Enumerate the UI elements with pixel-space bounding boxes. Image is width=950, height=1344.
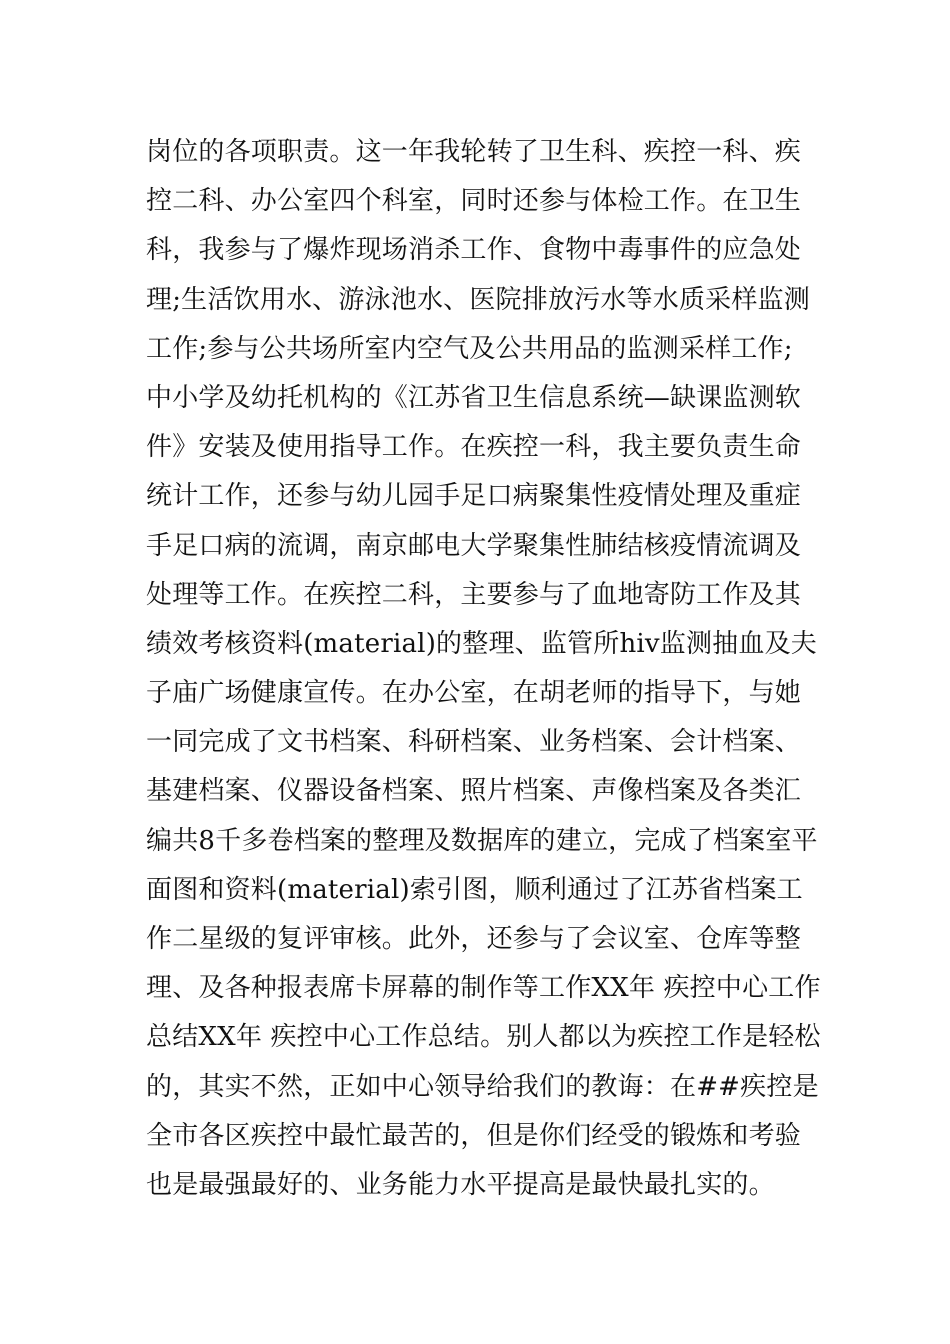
text-line: 控二科、办公室四个科室，同时还参与体检工作。在卫生 (146, 186, 802, 217)
text-line: 子庙广场健康宣传。在办公室，在胡老师的指导下，与她 (146, 678, 802, 709)
text-line: 作二星级的复评审核。此外，还参与了会议室、仓库等整 (146, 924, 802, 954)
text-line: 全市各区疾控中最忙最苦的，但是你们经受的锻炼和考验 (146, 1120, 802, 1151)
text-line: 面图和资料(material)索引图，顺利通过了江苏省档案工 (146, 874, 803, 905)
text-line: 统计工作，还参与幼儿园手足口病聚集性疫情处理及重症 (146, 481, 802, 512)
text-line: 处理等工作。在疾控二科，主要参与了血地寄防工作及其 (146, 579, 802, 610)
text-line: 总结XX年 疾控中心工作总结。别人都以为疾控工作是轻松 (146, 1022, 821, 1053)
text-line: 也是最强最好的、业务能力水平提高是最快最扎实的。 (146, 1169, 775, 1200)
text-line: 中小学及幼托机构的《江苏省卫生信息系统—缺课监测软 (146, 382, 802, 413)
text-line: 件》安装及使用指导工作。在疾控一科，我主要负责生命 (146, 432, 802, 463)
text-line: 科，我参与了爆炸现场消杀工作、食物中毒事件的应急处 (146, 235, 802, 266)
text-line: 理;生活饮用水、游泳池水、医院排放污水等水质采样监测 (146, 284, 810, 315)
text-line: 一同完成了文书档案、科研档案、业务档案、会计档案、 (146, 727, 802, 758)
text-line: 基建档案、仪器设备档案、照片档案、声像档案及各类汇 (146, 776, 802, 807)
text-line: 编共8千多卷档案的整理及数据库的建立，完成了档案室平 (146, 825, 818, 856)
body-paragraph (146, 128, 821, 1210)
text-line: 岗位的各项职责。这一年我轮转了卫生科、疾控一科、疾 (146, 137, 802, 167)
text-line: 的，其实不然，正如中心领导给我们的教诲：在##疾控是 (146, 1071, 819, 1102)
text-line: 工作;参与公共场所室内空气及公共用品的监测采样工作; (146, 333, 793, 364)
text-line: 手足口病的流调，南京邮电大学聚集性肺结核疫情流调及 (146, 530, 802, 561)
text-line: 绩效考核资料(material)的整理、监管所hiv监测抽血及夫 (146, 628, 817, 659)
text-line: 理、及各种报表席卡屏幕的制作等工作XX年 疾控中心工作 (146, 973, 821, 1004)
